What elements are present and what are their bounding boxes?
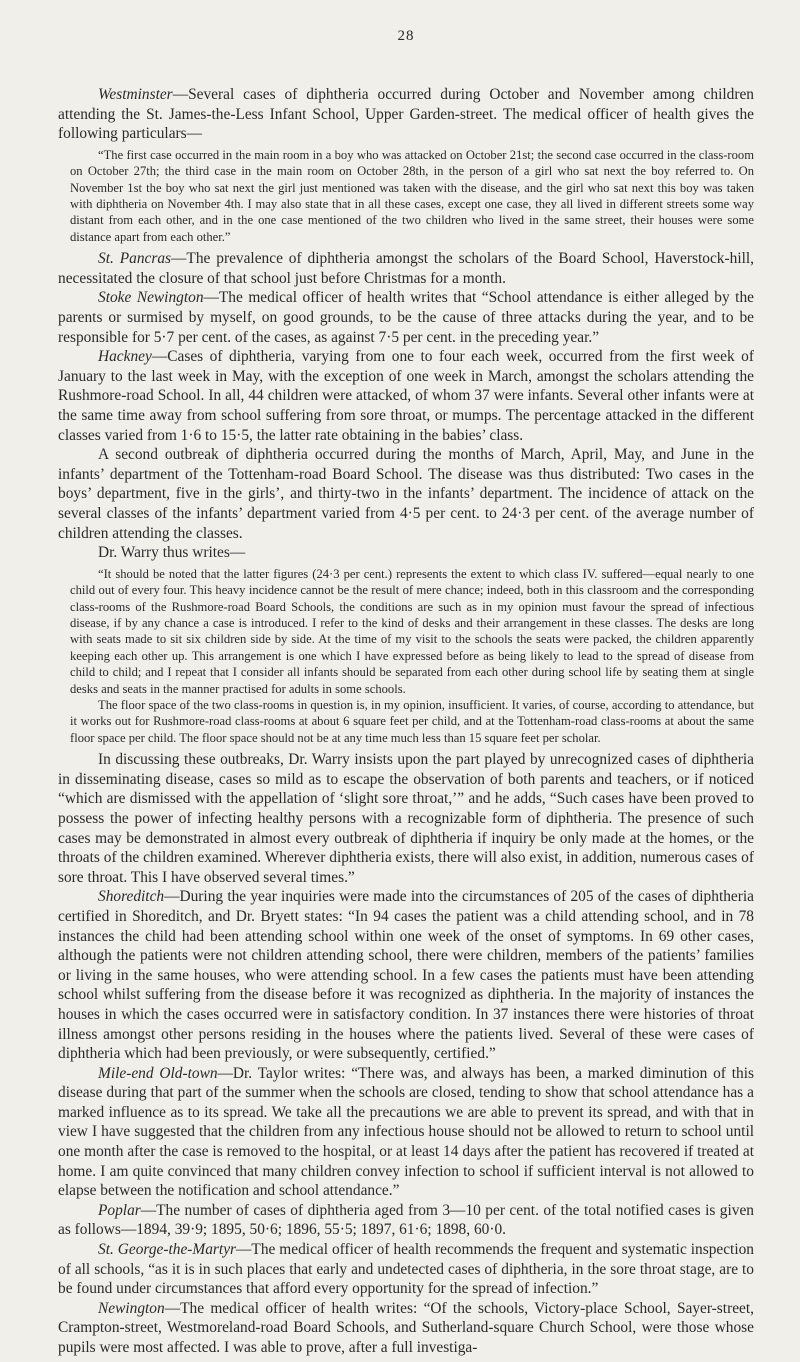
document-page — [58, 28, 754, 1358]
paragraph-text: A second outbreak of diphtheria occurred during the months of March, April, May, and June in the infants’ department of the Tottenham-road Board School. The disease was thus distributed: Two cases in the boys’ department, five in the girls’, and thirty-two in the infants’ department. The incidence of attack on the several classes of the infants’ department varied from 4·5 per cent. to 24·3 per cent. of the average number of children attending the classes. — [58, 446, 754, 542]
paragraph-text: —The prevalence of diphtheria amongst the scholars of the Board School, Haverstock-hill, necessitated the closure of that school just before Christmas for a month. — [58, 250, 754, 287]
quote-warry-2 — [58, 697, 754, 746]
quote-westminster — [58, 147, 754, 245]
paragraph-text: —Several cases of diphtheria occurred during October and November among children attending the St. James-the-Less Infant School, Upper Garden-street. The medical officer of health gives the following particulars— — [58, 86, 754, 143]
page-number: 28 — [397, 28, 415, 44]
paragraph-text: —During the year inquiries were made into the circumstances of 205 of the cases of diphtheria certified in Shoreditch, and Dr. Bryett states: “In 94 cases the patient was a child attending school, and in 78 instances the child had been attending school within one week of the onset of symptoms. In 69 other cases, although the patients were not children attending school, there were children, members of the patients’ families or living in the same houses, who were attending school. In a few cases the patients must have been attending school whilst suffering from the disease before it was recognized as diphtheria. In the majority of instances the houses in which the cases occurred were in satisfactory condition. In 37 instances there were histories of throat illness amongst other persons residing in the houses where the patients lived. Several of these were cases of diphtheria which had been previously, or were subsequently, certified.” — [58, 888, 754, 1063]
paragraph-text: Dr. Warry thus writes— — [98, 544, 246, 562]
paragraph-mile-end — [58, 1064, 754, 1201]
place-name: Shoreditch — [98, 888, 165, 906]
place-name: St. George-the-Martyr — [98, 1241, 237, 1259]
quote-text: “It should be noted that the latter figures (24·3 per cent.) represents the extent to which class IV. suffered—equal nearly to one child out of every four. This heavy incidence cannot be the result of mere chance; indeed, both in this classroom and the corresponding class-rooms of the Rushmore-road Board Schools, the conditions are such as in my opinion must favour the spread of infectious disease, if by any chance a case is introduced. I refer to the kind of desks and their arrangement in these classes. The desks are long with seats made to sit six children side by side. At the time of my visit to the schools the seats were packed, the children apparently keeping each other up. This arrangement is one which I have expressed before as being likely to lead to the spread of disease from child to child; and I repeat that I consider all infants should be separated from each other during school life by seating them at single desks and seats in the manner practised for adults in some schools. — [70, 566, 754, 696]
place-name: Poplar — [98, 1201, 141, 1219]
paragraph-hackney — [58, 347, 754, 445]
paragraph-stoke-newington — [58, 288, 754, 347]
paragraph-poplar — [58, 1201, 754, 1240]
place-name: Newington — [98, 1299, 165, 1317]
quote-warry-1 — [58, 566, 754, 697]
place-name: Hackney — [98, 348, 152, 366]
place-name: St. Pancras — [98, 250, 172, 268]
paragraph-warry-discussion — [58, 750, 754, 887]
place-name: Stoke Newington — [98, 289, 204, 307]
paragraph-text: In discussing these outbreaks, Dr. Warry insists upon the part played by unrecognized cases of diphtheria in disseminating disease, cases so mild as to escape the observation of both parents and teachers, or if noticed “which are dismissed with the appellation of ‘slight sore throat,’” and he adds, “Such cases have been proved to possess the power of infecting healthy persons with a recognizable form of diphtheria. The presence of such cases may be demonstrated in almost every outbreak of diphtheria if inquiry be only made at the homes, or the throats of the children examined. Wherever diphtheria exists, there will also exist, in addition, numerous cases of sore throat. This I have observed several times.” — [58, 751, 754, 886]
quote-text: “The first case occurred in the main room in a boy who was attacked on October 21st; the second case occurred in the class-room on October 27th; the third case in the main room on October 28th, in the person of a girl who sat next the boy referred to. On November 1st the boy who sat next the girl just mentioned was taken with the disease, and the girl who sat next this boy was taken with diphtheria on November 4th. I may also state that in all these cases, except one case, they all lived in different streets some way distant from each other, and in the one case mentioned of the two children who lived in the same street, their houses were some distance apart from each other.” — [70, 147, 754, 244]
paragraph-text: —The number of cases of diphtheria aged from 3—10 per cent. of the total notified cases is given as follows—1894, 39·9; 1895, 50·6; 1896, 55·5; 1897, 61·6; 1898, 60·0. — [58, 1201, 754, 1239]
paragraph-st-george — [58, 1240, 754, 1299]
place-name: Westminster — [98, 86, 173, 103]
paragraph-st-pancras — [58, 249, 754, 288]
paragraph-text: —Cases of diphtheria, varying from one to four each week, occurred from the first week of January to the last week in May, with the exception of one week in March, amongst the scholars attending the Rushmore-road School. In all, 44 children were attacked, of whom 37 were infants. Several other infants were at the same time away from school suffering from sore throat, or mumps. The percentage attacked in the different classes varied from 1·6 to 15·5, the latter rate obtaining in the babies’ class. — [58, 348, 754, 444]
quote-text: The floor space of the two class-rooms in question is, in my opinion, insufficient. It varies, of course, according to attendance, but it works out for Rushmore-road class-rooms at about 6 square feet per child, and at the Tottenham-road class-rooms at about the same floor space per child. The floor space should not be at any time much less than 15 square feet per scholar. — [70, 697, 754, 745]
paragraph-second-outbreak — [58, 445, 754, 543]
paragraph-text: —The medical officer of health writes: “Of the schools, Victory-place School, Sayer-street, Crampton-street, Westmoreland-road Board Schools, and Sutherland-square Church School, were those whose pupils were most affected. I was able to prove, after a full investiga- — [58, 1299, 754, 1356]
paragraph-shoreditch — [58, 887, 754, 1063]
paragraph-westminster — [58, 85, 754, 144]
paragraph-text: —The medical officer of health recommends the frequent and systematic inspection of all schools, “as it is in such places that early and undetected cases of diphtheria, in the sore throat stage, are to be found under circumstances that afford every opportunity for the spread of infection.” — [58, 1241, 754, 1298]
paragraph-text: —The medical officer of health writes that “School attendance is either alleged by the parents or surmised by myself, on good grounds, to be the cause of three attacks during the year, and to be responsible for 5·7 per cent. of the cases, as against 7·5 per cent. in the preceding year.” — [58, 289, 754, 346]
paragraph-text: —Dr. Taylor writes: “There was, and always has been, a marked diminution of this disease during that part of the summer when the schools are closed, tending to show that school attendance has a marked influence as to its spread. We take all the precautions we are able to prevent its spread, and with that in view I have suggested that the children from any infectious house should not be allowed to return to school until one month after the case is removed to the hospital, or at least 14 days after the patient has recovered if treated at home. I am quite convinced that many children convey infection to school if sufficient interval is not allowed to elapse between the notification and school attendance.” — [58, 1064, 754, 1200]
paragraph-warry-intro — [58, 543, 754, 563]
paragraph-newington — [58, 1299, 754, 1358]
place-name: Mile-end Old-town — [98, 1064, 218, 1082]
